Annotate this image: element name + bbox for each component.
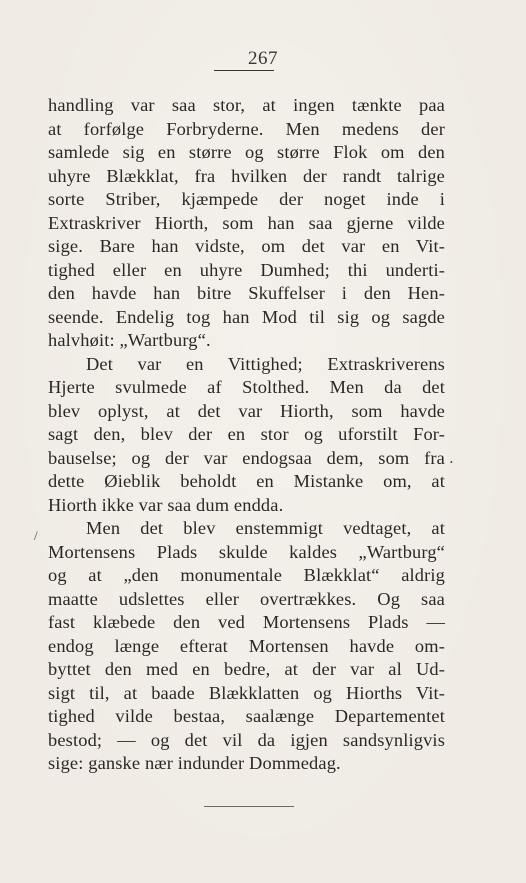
text-line: endog længe efterat Mortensen havde om- [48,635,445,656]
text-line: sige. Bare han vidste, om det var en Vit- [48,236,445,256]
text-line: sagt den, blev der en stor og uforstilt For- [48,424,445,444]
text-line: maatte udslettes eller overtrækkes. Og saa [48,588,445,609]
text-line: Hiorth ikke var saa dum endda. [48,494,284,515]
text-line: handling var saa stor, at ingen tænkte paa [48,95,445,115]
end-rule [204,806,294,807]
text-line: Mortensens Plads skulde kaldes „Wartburg“ [48,541,445,562]
text-line: blev oplyst, at det var Hiorth, som havde [48,400,445,421]
paragraph [48,353,445,518]
text-line: tighed vilde bestaa, saalænge Departementet [48,706,445,726]
paragraph [48,94,445,353]
text-line: dette Øieblik beholdt en Mistanke om, at [48,471,445,491]
text-line: fast klæbede den ved Mortensens Plads — [48,612,445,632]
text-line: seende. Endelig tog han Mod til sig og sagde [48,306,445,327]
text-line: Hjerte svulmede af Stolthed. Men da det [48,377,445,397]
page-number-rule [214,70,274,71]
paragraph [48,517,445,776]
left-margin-mark: / [34,528,38,543]
text-line: at forfølge Forbryderne. Men medens der [48,118,445,139]
body-text [48,94,445,776]
text-line: sorte Striber, kjæmpede der noget inde i [48,189,445,209]
text-line: byttet den med en bedre, at der var al Ud- [48,659,445,679]
text-line: halvhøit: „Wartburg“. [48,330,211,350]
page-number: 267 [248,48,278,69]
text-line: uhyre Blækklat, fra hvilken der randt talrige [48,165,445,186]
text-line: tighed eller en uhyre Dumhed; thi underti- [48,259,445,280]
right-margin-mark: • [450,458,453,467]
text-line: Men det blev enstemmigt vedtaget, at [86,518,445,538]
text-line: sige: ganske nær indunder Dommedag. [48,753,341,773]
text-line: den havde han bitre Skuffelser i den Hen- [48,283,445,303]
text-line: samlede sig en større og større Flok om den [48,142,445,162]
text-line: og at „den monumentale Blækklat“ aldrig [48,565,445,585]
text-line: bauselse; og der var endogsaa dem, som fra [48,447,445,468]
text-line: Extraskriver Hiorth, som han saa gjerne vilde [48,212,445,233]
text-line: sigt til, at baade Blækklatten og Hiorths Vit- [48,682,445,703]
text-line: Det var en Vittighed; Extraskriverens [86,353,445,374]
text-line: bestod; — og det vil da igjen sandsynligvis [48,729,445,750]
